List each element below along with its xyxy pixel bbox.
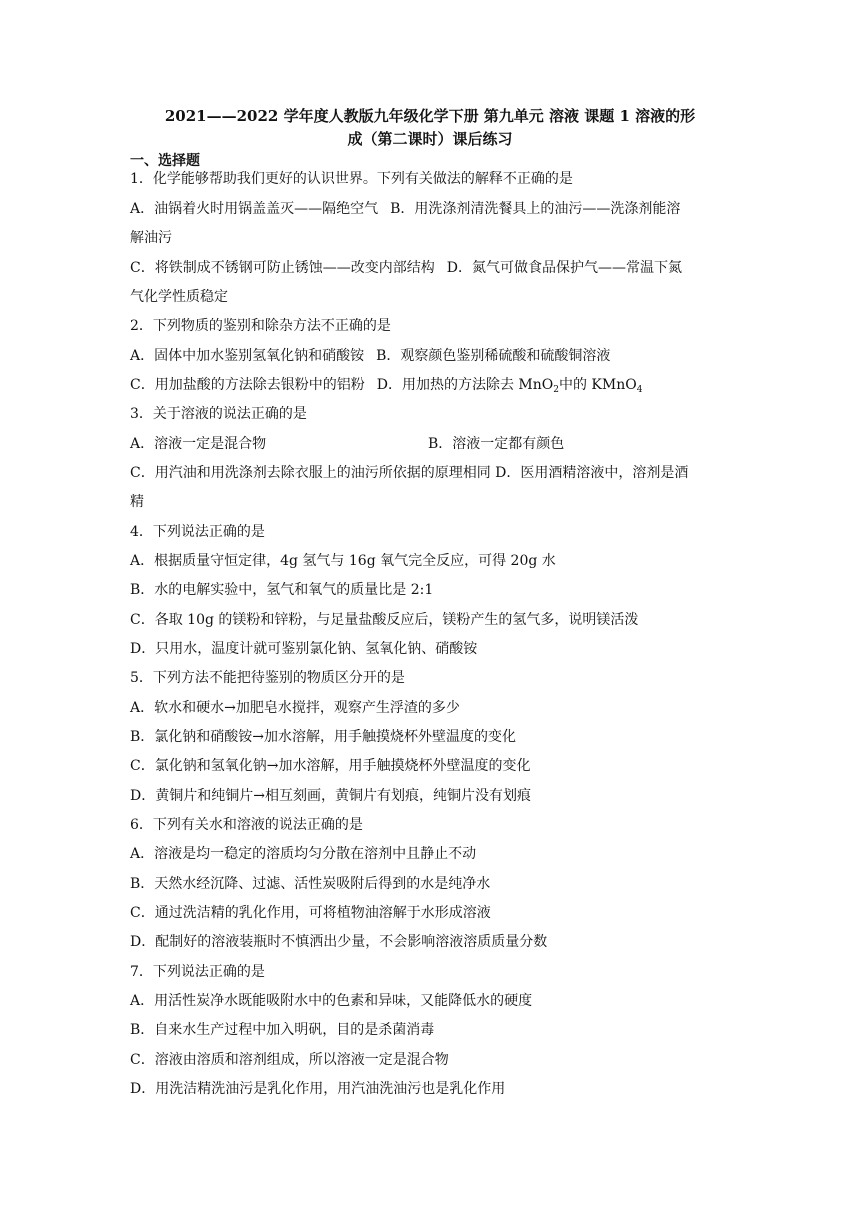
q2-option-c: C．用加盐酸的方法除去银粉中的铝粉 [130, 377, 365, 393]
q1-option-b: B．用洗涤剂清洗餐具上的油污——洗涤剂能溶 [390, 201, 681, 217]
q1-option-d-continued: 气化学性质稳定 [130, 289, 228, 305]
q6-option-c: C．通过洗洁精的乳化作用，可将植物油溶解于水形成溶液 [130, 905, 491, 921]
q1-option-b-continued: 解油污 [130, 230, 172, 246]
q2-options-cd [130, 375, 642, 395]
q6-stem: 6．下列有关水和溶液的说法正确的是 [130, 817, 363, 833]
q2-stem: 2．下列物质的鉴别和除杂方法不正确的是 [130, 318, 391, 334]
q4-stem: 4．下列说法正确的是 [130, 524, 265, 540]
q5-option-b: B．氯化钠和硝酸铵→加水溶解，用手触摸烧杯外壁温度的变化 [130, 729, 517, 745]
q5-option-c: C．氯化钠和氢氧化钠→加水溶解，用手触摸烧杯外壁温度的变化 [130, 758, 531, 774]
q1-option-d: D．氮气可做食品保护气——常温下氮 [446, 260, 682, 276]
q6-option-d: D．配制好的溶液装瓶时不慎洒出少量，不会影响溶液溶质质量分数 [130, 934, 548, 950]
q6-option-a: A．溶液是均一稳定的溶质均匀分散在溶剂中且静止不动 [130, 846, 477, 862]
q1-options-cd [130, 258, 682, 278]
page-title-line2: 成（第二课时）课后练习 [347, 130, 513, 148]
q4-option-c: C．各取 10g 的镁粉和锌粉，与足量盐酸反应后，镁粉产生的氢气多，说明镁活泼 [130, 612, 639, 628]
q5-stem: 5．下列方法不能把待鉴别的物质区分开的是 [130, 670, 405, 686]
q3-option-d-continued: 精 [130, 494, 144, 510]
q7-option-c: C．溶液由溶质和溶剂组成，所以溶液一定是混合物 [130, 1052, 449, 1068]
q3-options-ab [130, 434, 565, 454]
q7-option-a: A．用活性炭净水既能吸附水中的色素和异味，又能降低水的硬度 [130, 993, 533, 1009]
section-heading: 一、选择题 [130, 153, 200, 169]
q2-option-d: D．用加热的方法除去 MnO$_2$中的 KMnO$_4$ [376, 377, 643, 395]
q4-option-b: B．水的电解实验中，氢气和氧气的质量比是 2:1 [130, 582, 434, 598]
q2-options-ab [130, 346, 610, 366]
q2-option-b: B．观察颜色鉴别稀硫酸和硫酸铜溶液 [376, 348, 611, 364]
q5-option-d: D．黄铜片和纯铜片→相互刻画，黄铜片有划痕，纯铜片没有划痕 [130, 788, 531, 804]
q3-option-c: C．用汽油和用洗涤剂去除衣服上的油污所依据的原理相同 D．医用酒精溶液中，溶剂是酒 [130, 465, 689, 481]
page-title-line1: 2021——2022 学年度人教版九年级化学下册 第九单元 溶液 课题 1 溶液的形 [164, 107, 696, 125]
q3-option-b: B．溶液一定都有颜色 [428, 436, 565, 452]
q2-option-a: A．固体中加水鉴别氢氧化钠和硝酸铵 [130, 348, 365, 364]
q1-option-a: A．油锅着火时用锅盖盖灭——隔绝空气 [130, 201, 379, 217]
q1-options-ab [130, 199, 680, 219]
q6-option-b: B．天然水经沉降、过滤、活性炭吸附后得到的水是纯净水 [130, 876, 491, 892]
q1-stem: 1．化学能够帮助我们更好的认识世界。下列有关做法的解释不正确的是 [130, 171, 573, 187]
q3-option-a: A．溶液一定是混合物 [130, 436, 267, 452]
q1-option-c: C．将铁制成不锈钢可防止锈蚀——改变内部结构 [130, 260, 435, 276]
q7-option-d: D．用洗洁精洗油污是乳化作用，用汽油洗油污也是乳化作用 [130, 1081, 506, 1097]
q4-option-d: D．只用水，温度计就可鉴别氯化钠、氢氧化钠、硝酸铵 [130, 641, 478, 657]
q4-option-a: A．根据质量守恒定律，4g 氢气与 16g 氧气完全反应，可得 20g 水 [130, 553, 556, 569]
q7-stem: 7．下列说法正确的是 [130, 964, 265, 980]
q3-stem: 3．关于溶液的说法正确的是 [130, 406, 307, 422]
q7-option-b: B．自来水生产过程中加入明矾，目的是杀菌消毒 [130, 1022, 435, 1038]
q5-option-a: A．软水和硬水→加肥皂水搅拌，观察产生浮渣的多少 [130, 700, 460, 716]
